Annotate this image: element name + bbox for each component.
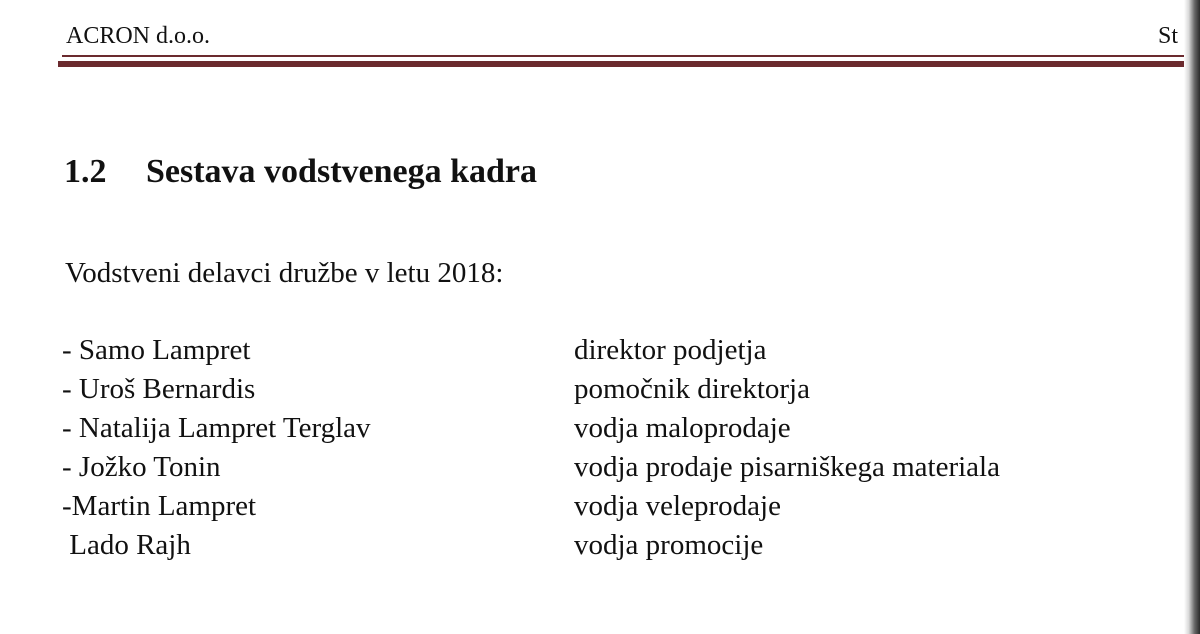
person-name: - Jožko Tonin <box>62 451 221 483</box>
section-number: 1.2 <box>64 153 107 190</box>
person-role: vodja promocije <box>574 529 764 561</box>
header-page-label: St <box>1158 23 1179 49</box>
person-role: direktor podjetja <box>574 334 767 366</box>
person-role: vodja prodaje pisarniškega materiala <box>574 451 1000 483</box>
section-title-text: Sestava vodstvenega kadra <box>146 153 538 190</box>
person-role: pomočnik direktorja <box>574 373 810 405</box>
section-heading <box>64 150 537 194</box>
header-rule-thin <box>62 55 1188 57</box>
person-name: Lado Rajh <box>62 529 191 561</box>
person-name: -Martin Lampret <box>62 490 257 522</box>
header-rule-thick <box>58 61 1188 67</box>
header-company-name: ACRON d.o.o. <box>66 23 211 49</box>
page-edge-shadow <box>1184 0 1200 634</box>
person-name: - Uroš Bernardis <box>62 373 256 405</box>
person-role: vodja maloprodaje <box>574 412 791 444</box>
management-list-item <box>62 370 1102 409</box>
management-list-item <box>62 487 1102 526</box>
management-list-item <box>62 331 1102 370</box>
person-role: vodja veleprodaje <box>574 490 781 522</box>
management-list-item <box>62 409 1102 448</box>
management-list-item <box>62 526 1102 565</box>
management-list <box>62 331 1102 565</box>
intro-paragraph: Vodstveni delavci družbe v letu 2018: <box>65 257 504 289</box>
person-name: - Natalija Lampret Terglav <box>62 412 371 444</box>
person-name: - Samo Lampret <box>62 334 251 366</box>
management-list-item <box>62 448 1102 487</box>
